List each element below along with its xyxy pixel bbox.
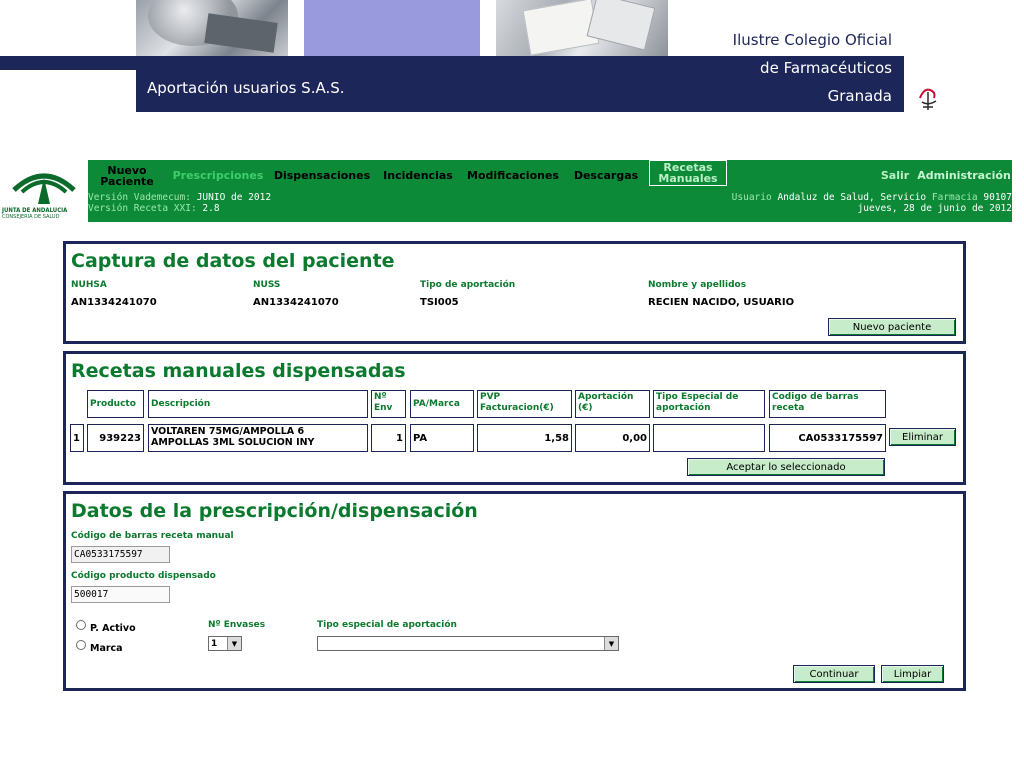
menu-modificaciones[interactable]: Modificaciones — [467, 169, 559, 182]
usuario-label: Usuario — [731, 192, 772, 203]
row-env: 1 — [371, 424, 406, 452]
menu-administracion[interactable]: Administración — [917, 169, 1011, 182]
col-header-aportacion: Aportación (€) — [575, 390, 650, 418]
current-date: jueves, 28 de junio de 2012 — [857, 203, 1012, 214]
envases-label: Nº Envases — [208, 620, 266, 630]
header-color-block — [304, 0, 480, 56]
junta-name: JUNTA DE ANDALUCIA — [2, 207, 68, 214]
row-index: 1 — [70, 424, 84, 452]
pharmacy-logo-icon — [914, 84, 942, 112]
org-name-line1: Ilustre Colegio Oficial — [732, 31, 892, 49]
codigo-producto-input[interactable]: 500017 — [71, 586, 170, 603]
menu-salir[interactable]: Salir — [880, 169, 910, 182]
codigo-receta-label: Código de barras receta manual — [71, 531, 234, 541]
col-header-pvp: PVP Facturacion(€) — [477, 390, 572, 418]
menu-nuevo-paciente[interactable]: Nuevo Paciente — [100, 163, 154, 188]
nombre-value: RECIEN NACIDO, USUARIO — [648, 297, 795, 308]
col-header-codigo-barras: Codigo de barras receta — [769, 390, 886, 418]
header-photo-right — [496, 0, 668, 56]
marca-radio[interactable] — [76, 640, 86, 650]
codigo-receta-input[interactable]: CA0533175597 — [71, 546, 170, 563]
row-producto: 939223 — [87, 424, 144, 452]
row-codigo-barras: CA0533175597 — [769, 424, 886, 452]
marca-label: Marca — [90, 643, 123, 654]
panel-title: Datos de la prescripción/dispensación — [71, 500, 478, 522]
prescripcion-panel — [63, 491, 966, 691]
menu-recetas-manuales[interactable]: Recetas Manuales — [649, 160, 727, 186]
main-menu — [88, 160, 1012, 191]
receta-version-label: Versión Receta XXI: — [88, 203, 197, 214]
nuss-label: NUSS — [253, 280, 281, 290]
col-header-producto: Producto — [87, 390, 144, 418]
row-pa-marca: PA — [410, 424, 474, 452]
envases-select[interactable] — [208, 636, 242, 651]
header-photo-left — [136, 0, 288, 56]
slide-title: Aportación usuarios S.A.S. — [147, 79, 345, 97]
org-name-line3: Granada — [827, 87, 892, 105]
nuhsa-value: AN1334241070 — [71, 297, 157, 308]
col-header-pa-marca: PA/Marca — [410, 390, 474, 418]
menu-incidencias[interactable]: Incidencias — [383, 169, 453, 182]
row-tipo-especial — [653, 424, 765, 452]
menu-prescripciones[interactable]: Prescripciones — [172, 169, 264, 182]
farmacia-label: Farmacia — [931, 192, 978, 203]
row-pvp: 1,58 — [477, 424, 572, 452]
farmacia-value: 90107 — [983, 192, 1012, 203]
menu-dispensaciones[interactable]: Dispensaciones — [273, 169, 371, 182]
vademecum-label: Versión Vademecum: — [88, 192, 191, 203]
menu-descargas[interactable]: Descargas — [573, 169, 639, 182]
patient-capture-panel — [63, 241, 966, 344]
col-header-env: Nº Env — [371, 390, 406, 418]
tipo-especial-label: Tipo especial de aportación — [317, 620, 457, 630]
nuevo-paciente-button[interactable]: Nuevo paciente — [828, 318, 956, 336]
chevron-down-icon: ▼ — [227, 637, 241, 650]
tipo-aportacion-label: Tipo de aportación — [420, 280, 516, 290]
p-activo-label: P. Activo — [90, 623, 136, 634]
panel-title: Recetas manuales dispensadas — [71, 360, 406, 382]
receta-version-value: 2.8 — [202, 203, 220, 214]
org-name-line2: de Farmacéuticos — [760, 59, 892, 77]
continuar-button[interactable]: Continuar — [793, 665, 875, 683]
limpiar-button[interactable]: Limpiar — [881, 665, 944, 683]
eliminar-button[interactable]: Eliminar — [889, 428, 956, 446]
row-aportacion: 0,00 — [575, 424, 650, 452]
aceptar-seleccionado-button[interactable]: Aceptar lo seleccionado — [687, 458, 885, 476]
p-activo-radio[interactable] — [76, 620, 86, 630]
col-header-tipo-especial: Tipo Especial de aportación — [653, 390, 765, 418]
codigo-producto-label: Código producto dispensado — [71, 571, 216, 581]
tipo-especial-select[interactable] — [317, 636, 619, 651]
nombre-label: Nombre y apellidos — [648, 280, 747, 290]
panel-title: Captura de datos del paciente — [71, 250, 395, 272]
usuario-value: Andaluz de Salud, Servicio — [777, 192, 927, 203]
info-bar — [88, 191, 1012, 222]
row-descripcion: VOLTAREN 75MG/AMPOLLA 6 AMPOLLAS 3ML SOLUCION INY — [148, 424, 368, 452]
consejeria-name: CONSEJERIA DE SALUD — [2, 214, 60, 220]
recetas-panel — [63, 351, 966, 485]
nuhsa-label: NUHSA — [71, 280, 107, 290]
tipo-aportacion-value: TSI005 — [420, 297, 459, 308]
envases-value: 1 — [211, 638, 218, 649]
col-header-descripcion: Descripción — [148, 390, 368, 418]
chevron-down-icon: ▼ — [604, 637, 618, 650]
vademecum-value: JUNIO de 2012 — [196, 192, 272, 203]
nuss-value: AN1334241070 — [253, 297, 339, 308]
